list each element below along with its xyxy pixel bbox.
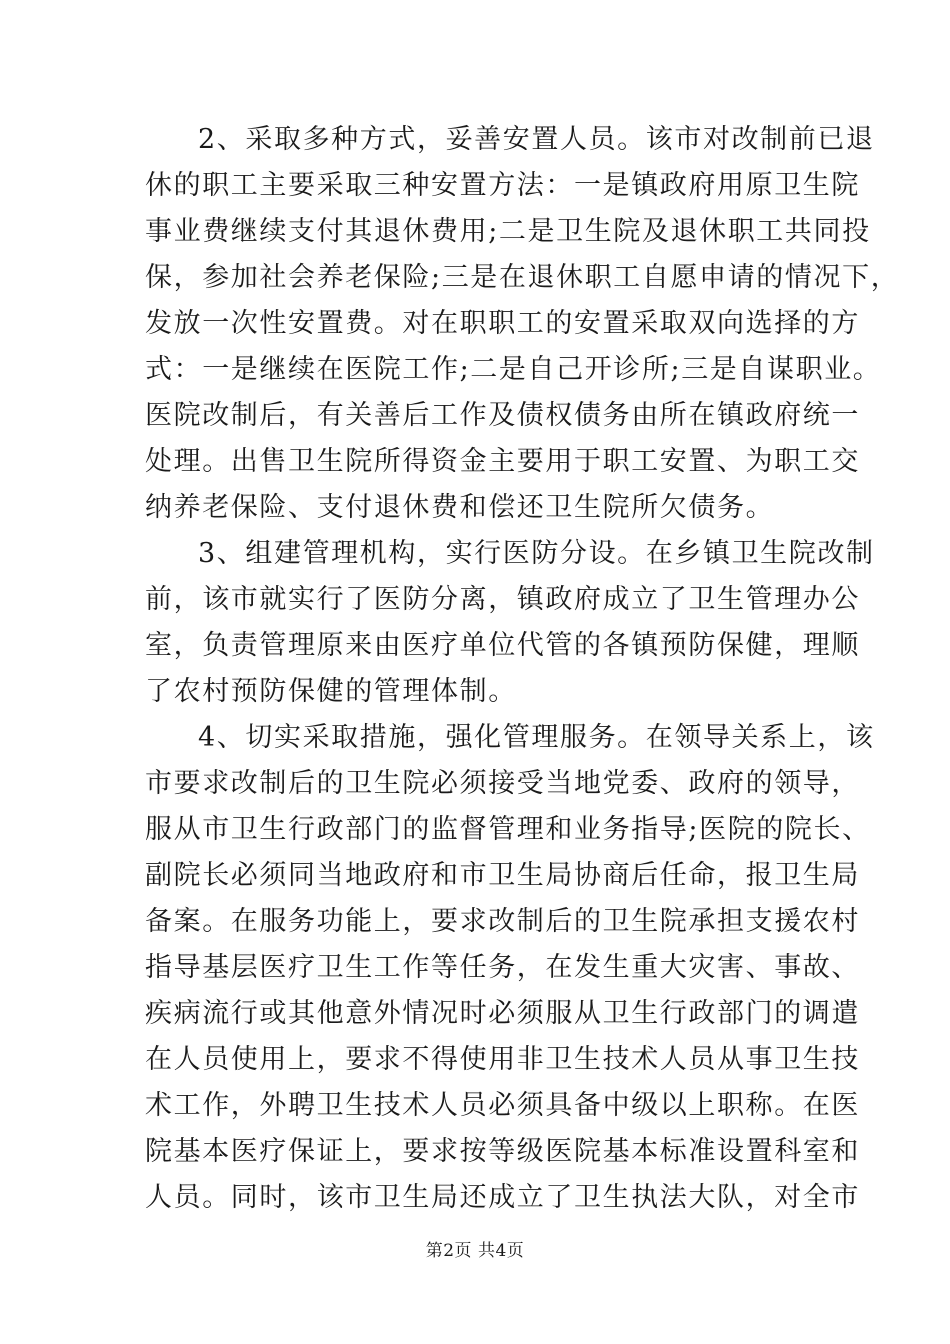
- text-line: 服从市卫生行政部门的监督管理和业务指导;医院的院长、: [145, 814, 871, 845]
- text-line: 室，负责管理原来由医疗单位代管的各镇预防保健，理顺: [145, 630, 860, 661]
- text-line: 2、采取多种方式，妥善安置人员。该市对改制前已退: [198, 124, 875, 155]
- text-line: 市要求改制后的卫生院必须接受当地党委、政府的领导，: [145, 768, 860, 799]
- text-line: 指导基层医疗卫生工作等任务，在发生重大灾害、事故、: [145, 952, 860, 983]
- text-line: 纳养老保险、支付退休费和偿还卫生院所欠债务。: [145, 492, 775, 523]
- text-line: 术工作，外聘卫生技术人员必须具备中级以上职称。在医: [145, 1090, 860, 1121]
- text-line: 式：一是继续在医院工作;二是自己开诊所;三是自谋职业。: [145, 354, 882, 385]
- text-line: 在人员使用上，要求不得使用非卫生技术人员从事卫生技: [145, 1044, 860, 1075]
- text-line: 医院改制后，有关善后工作及债权债务由所在镇政府统一: [145, 400, 860, 431]
- text-line: 院基本医疗保证上，要求按等级医院基本标准设置科室和: [145, 1136, 860, 1167]
- text-line: 疾病流行或其他意外情况时必须服从卫生行政部门的调遣: [145, 998, 860, 1029]
- text-line: 处理。出售卫生院所得资金主要用于职工安置、为职工交: [145, 446, 860, 477]
- text-line: 副院长必须同当地政府和市卫生局协商后任命，报卫生局: [145, 860, 860, 891]
- text-line: 保，参加社会养老保险;三是在退休职工自愿申请的情况下，: [145, 262, 900, 293]
- text-line: 休的职工主要采取三种安置方法：一是镇政府用原卫生院: [145, 170, 860, 201]
- text-line: 事业费继续支付其退休费用;二是卫生院及退休职工共同投: [145, 216, 871, 247]
- text-line: 前，该市就实行了医防分离，镇政府成立了卫生管理办公: [145, 584, 860, 615]
- text-line: 发放一次性安置费。对在职职工的安置采取双向选择的方: [145, 308, 860, 339]
- text-line: 人员。同时，该市卫生局还成立了卫生执法大队，对全市: [145, 1182, 860, 1213]
- text-line: 了农村预防保健的管理体制。: [145, 676, 517, 707]
- text-line: 备案。在服务功能上，要求改制后的卫生院承担支援农村: [145, 906, 860, 937]
- text-line: 3、组建管理机构，实行医防分设。在乡镇卫生院改制: [198, 538, 875, 569]
- page-footer: 第2页 共4页: [425, 1241, 525, 1261]
- text-line: 4、切实采取措施，强化管理服务。在领导关系上，该: [198, 722, 875, 753]
